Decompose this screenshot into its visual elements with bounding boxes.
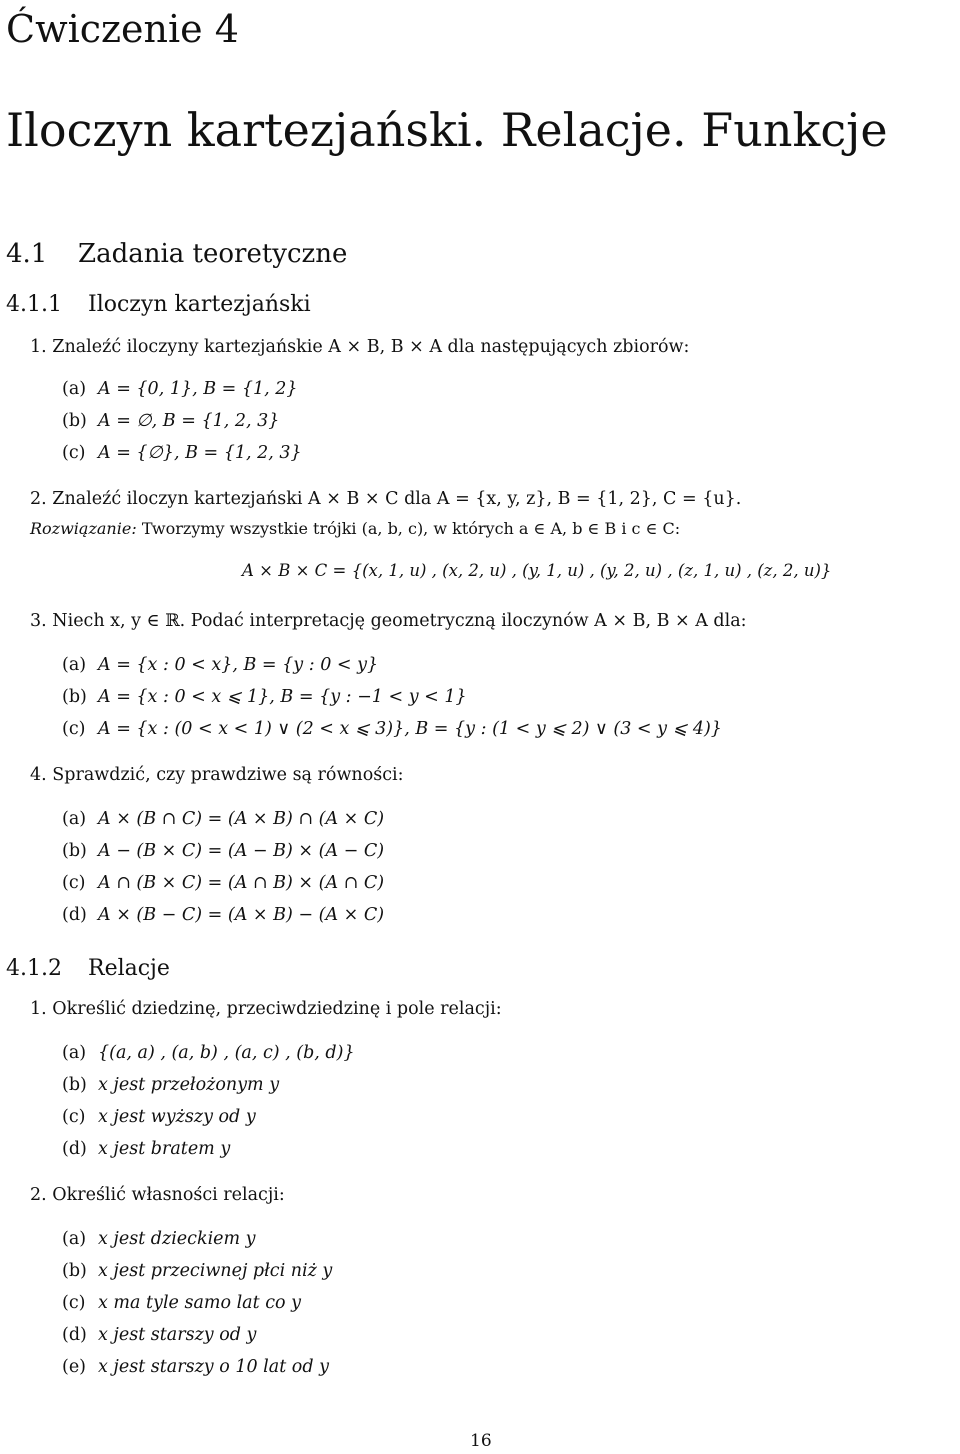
section-title: Zadania teoretyczne [78,239,348,269]
subsection-number: 4.1.1 [6,292,62,317]
list-item: (d) A × (B − C) = (A × B) − (A × C) [62,905,385,925]
subsection-title: Iloczyn kartezjański [88,292,311,317]
list-item: (b) A = ∅, B = {1, 2, 3} [62,411,280,431]
list-item: (c) A ∩ (B × C) = (A ∩ B) × (A ∩ C) [62,873,385,893]
list-item: (c) A = {x : (0 < x < 1) ∨ (2 < x ⩽ 3)}, B = {y : (1 < y ⩽ 2) ∨ (3 < y ⩽ 4)} [62,719,722,739]
problem-3-text: 3. Niech x, y ∈ ℝ. Podać interpretację geometryczną iloczynów A × B, B × A dla: [30,611,747,631]
list-item: (a) A = {0, 1}, B = {1, 2} [62,379,298,399]
problem-4-text: 4. Sprawdzić, czy prawdziwe są równości: [30,765,404,785]
list-item: (c) A = {∅}, B = {1, 2, 3} [62,443,302,463]
list-item: (a) A × (B ∩ C) = (A × B) ∩ (A × C) [62,809,385,829]
list-item: (d) x jest starszy od y [62,1325,257,1345]
list-item: (b) A = {x : 0 < x ⩽ 1}, B = {y : −1 < y < 1} [62,687,467,707]
problem-2-text: 2. Znaleźć iloczyn kartezjański A × B × C dla A = {x, y, z}, B = {1, 2}, C = {u}. [30,489,742,509]
list-item: (a) A = {x : 0 < x}, B = {y : 0 < y} [62,655,379,675]
solution-text: Rozwiązanie: Tworzymy wszystkie trójki (a, b, c), w których a ∈ A, b ∈ B i c ∈ C: [30,519,681,538]
product-formula: A × B × C = {(x, 1, u) , (x, 2, u) , (y, 1, u) , (y, 2, u) , (z, 1, u) , (z, 2, u)} [242,561,832,580]
list-item: (a) {(a, a) , (a, b) , (a, c) , (b, d)} [62,1043,355,1063]
list-item: (b) x jest przeciwnej płci niż y [62,1261,333,1281]
list-item: (c) x ma tyle samo lat co y [62,1293,301,1313]
section-heading [6,236,347,272]
list-item: (d) x jest bratem y [62,1139,231,1159]
subsection-heading [6,954,170,984]
list-item: (c) x jest wyższy od y [62,1107,256,1127]
relations-problem-1-text: 1. Określić dziedzinę, przeciwdziedzinę i pole relacji: [30,999,502,1019]
page-number: 16 [470,1431,492,1451]
list-item: (b) x jest przełożonym y [62,1075,280,1095]
list-item: (e) x jest starszy o 10 lat od y [62,1357,329,1377]
subsection-number: 4.1.2 [6,956,62,981]
subsection-heading [6,290,311,320]
problem-1-text: 1. Znaleźć iloczyny kartezjańskie A × B, B × A dla następujących zbiorów: [30,337,690,357]
chapter-title: Ćwiczenie 4 [6,7,239,51]
list-item: (a) x jest dzieckiem y [62,1229,256,1249]
subsection-title: Relacje [88,956,170,981]
relations-problem-2-text: 2. Określić własności relacji: [30,1185,285,1205]
main-title: Iloczyn kartezjański. Relacje. Funkcje [6,103,888,157]
list-item: (b) A − (B × C) = (A − B) × (A − C) [62,841,385,861]
section-number: 4.1 [6,239,48,269]
